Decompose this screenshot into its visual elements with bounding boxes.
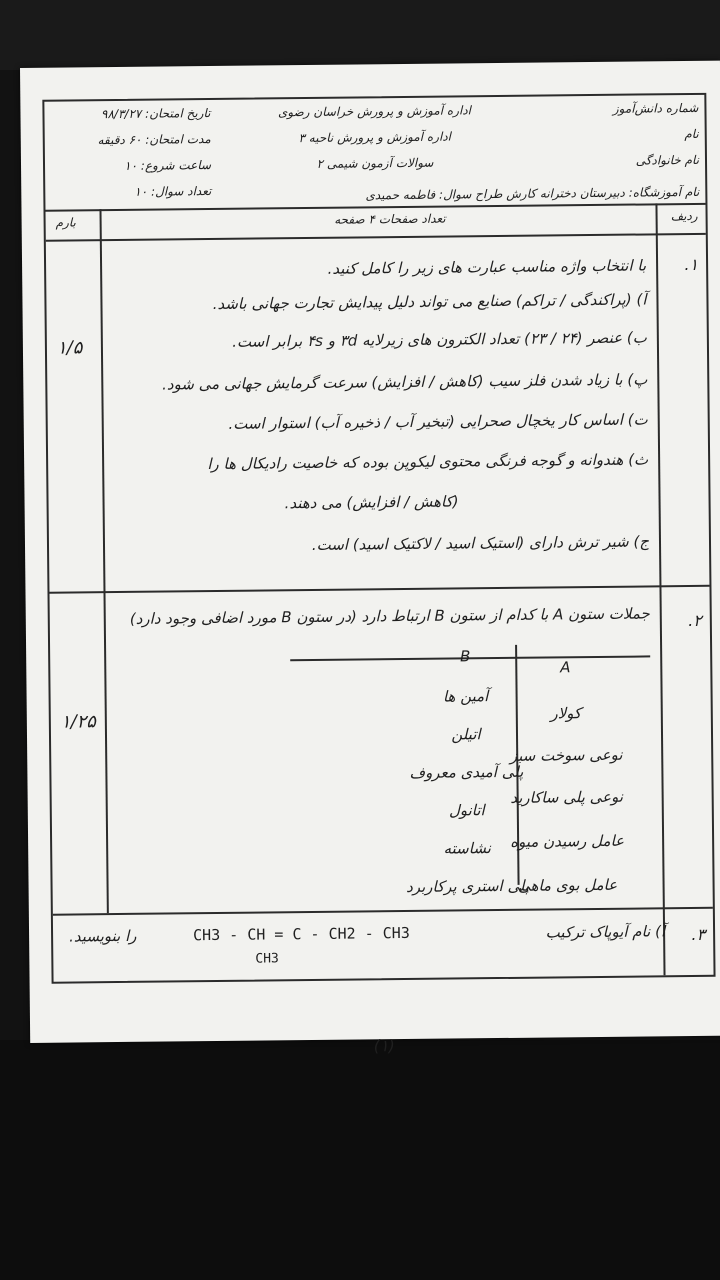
question-text: با انتخاب واژه مناسب عبارت های زیر را کامل کنید. [327,256,647,278]
exam-header [44,95,705,212]
school-and-designer: نام آموزشگاه: دبیرستان دخترانه کارش طراح سوال: فاطمه حمیدی [365,184,700,203]
background-bottom [0,1040,720,1280]
question-item: ت) اساس کار یخچال صحرایی (تبخیر آب / ذخیره آب) استوار است. [228,410,648,433]
exam-title: سوالات آزمون شیمی ۲ [316,155,434,171]
column-b-item: نشاسته [443,839,491,858]
page-number: (۱) [373,1036,395,1056]
question-number: ۱. [684,254,699,275]
org-line-2: اداره آموزش و پرورش ناحیه ۳ [298,129,452,146]
pages-count-label: تعداد صفحات ۴ صفحه [334,211,446,227]
question-count: تعداد سوال: ۱۰ [134,184,212,199]
question-score: ۱/۲۵ [60,711,97,733]
background-top [0,0,720,70]
column-b-item: اتانول [448,801,485,820]
exam-date: تاریخ امتحان: ۹۸/۳/۲۷ [100,106,211,122]
question-item: پ) با زیاد شدن فلز سیب (کاهش / افزایش) سرعت گرمایش جهانی می شود. [161,370,648,394]
formula-branch: CH3 [255,951,279,967]
exam-start-time: ساعت شروع: ۱۰ [124,158,212,173]
column-a-item: نوعی پلی ساکارید [510,787,624,807]
question-item: ج) شیر ترش دارای (استیک اسید / لاکتیک اسید) است. [311,532,650,554]
column-b-item: پلی آمیدی معروف [409,762,524,782]
column-b-item: آمین ها [442,687,489,706]
question-tail: را بنویسید. [69,926,137,946]
exam-duration: مدت امتحان: ۶۰ دقیقه [97,132,211,148]
column-a-item: عامل رسیدن میوه [510,831,625,851]
question-number: ۳. [691,924,706,945]
student-family-label: نام خانوادگی [635,152,700,168]
question-3 [53,907,714,982]
exam-meta [50,100,211,210]
student-name-label: نام [684,126,699,142]
chemical-formula: CH3 - CH = C - CH2 - CH3 [192,923,410,945]
matching-instruction: جملات ستون A با کدام از ستون B ارتباط دارد (در ستون B مورد اضافی وجود دارد) [129,604,650,628]
question-text: آ) نام آیوپاک ترکیب [545,922,666,942]
exam-sheet [42,93,715,1056]
question-1 [46,233,710,594]
student-number-label: شماره دانش‌آموز [612,100,699,116]
column-a-item: نوعی سوخت سبز [509,745,623,765]
org-line-1: اداره آموزش و پرورش خراسان رضوی [277,103,472,120]
column-a-header: A [560,658,571,677]
question-item: آ) (پراکندگی / تراکم) صنایع می تواند دلیل پیدایش تجارت جهانی باشد. [212,290,647,313]
score-column-label: بارم [55,215,76,230]
question-2 [49,585,712,916]
column-b-item: پلی استری پرکاربرد [406,876,530,897]
question-item: (کاهش / افزایش) می دهند. [284,492,459,513]
question-item: ب) عنصر (۲۴ / ۲۳) تعداد الکترون های زیرلایه ۳d و ۴s برابر است. [232,328,647,351]
matching-table [269,585,712,910]
question-score: ۱/۵ [56,337,83,359]
question-item: ث) هندوانه و گوجه فرنگی محتوی لیکوپن بوده که خاصیت رادیکال ها را [207,450,649,474]
row-column-label: ردیف [670,208,698,224]
question-number: ۲. [688,610,702,631]
column-b-item: اتیلن [451,725,481,744]
exam-paper [20,61,720,1056]
column-b-header: B [459,647,471,666]
column-a-item: عامل بوی ماهی [517,875,618,895]
column-a-item: کولار [550,704,582,723]
